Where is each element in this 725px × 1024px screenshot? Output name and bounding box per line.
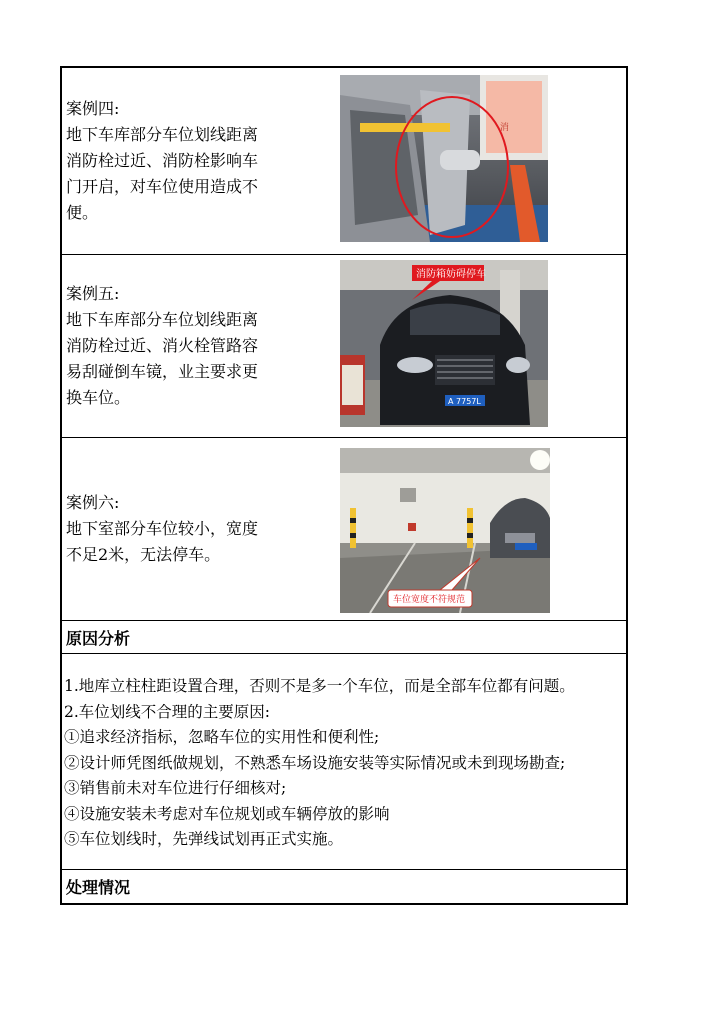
case-4-title: 案例四: (66, 99, 120, 118)
case-4-photo (340, 75, 548, 242)
case-table (60, 66, 628, 905)
case-5-photo (340, 260, 548, 427)
analysis-line-5: ③销售前未对车位进行仔细核对; (64, 779, 287, 797)
case-4-line-3: 门开启，对车位使用造成不 (66, 177, 259, 196)
analysis-line-3: ①追求经济指标，忽略车位的实用性和便利性; (64, 728, 380, 746)
analysis-heading: 原因分析 (66, 628, 131, 648)
case-5-line-1: 地下车库部分车位划线距离 (66, 310, 259, 329)
analysis-content (62, 654, 626, 870)
analysis-line-4: ②设计师凭图纸做规划，不熟悉车场设施安装等实际情况或未到现场勘查; (64, 753, 566, 772)
case-5-title: 案例五: (66, 284, 120, 303)
case-6-photo-label: 车位宽度不符规范 (393, 595, 466, 605)
analysis-line-7: ⑤车位划线时，先弹线试划再正式实施。 (64, 830, 344, 848)
case-4-photo-cell (340, 68, 626, 254)
case-6-line-1: 地下室部分车位较小，宽度 (66, 519, 259, 538)
case-5-line-3: 易刮碰倒车镜，业主要求更 (66, 362, 259, 381)
case-row-6 (62, 438, 626, 621)
case-row-4 (62, 68, 626, 255)
case-6-text (62, 438, 340, 620)
svg-text:消: 消 (500, 123, 510, 133)
case-6-line-2: 不足2米，无法停车。 (66, 545, 221, 564)
analysis-line-2: 2.车位划线不合理的主要原因: (64, 702, 271, 721)
case-6-photo-cell (340, 438, 626, 620)
case-5-photo-cell (340, 255, 626, 437)
case-4-line-2: 消防栓过近、消防栓影响车 (66, 151, 259, 170)
analysis-line-1: 1.地库立柱柱距设置合理，否则不是多一个车位，而是全部车位都有问题。 (64, 677, 575, 695)
case-5-line-2: 消防栓过近、消火栓管路容 (66, 336, 259, 355)
handling-heading-row (62, 870, 626, 903)
case-row-5 (62, 255, 626, 438)
case-5-plate: A 7757L (448, 397, 481, 406)
case-6-photo (340, 448, 550, 613)
analysis-line-6: ④设施安装未考虑对车位规划或车辆停放的影响 (64, 804, 390, 823)
case-5-photo-label: 消防箱妨碍停车 (416, 269, 486, 280)
case-5-line-4: 换车位。 (66, 388, 131, 407)
case-6-title: 案例六: (66, 493, 120, 512)
case-4-line-1: 地下车库部分车位划线距离 (66, 125, 259, 144)
case-4-line-4: 便。 (66, 203, 99, 222)
analysis-heading-row (62, 621, 626, 654)
case-5-text (62, 255, 340, 437)
case-4-text (62, 68, 340, 254)
handling-heading: 处理情况 (66, 878, 131, 897)
